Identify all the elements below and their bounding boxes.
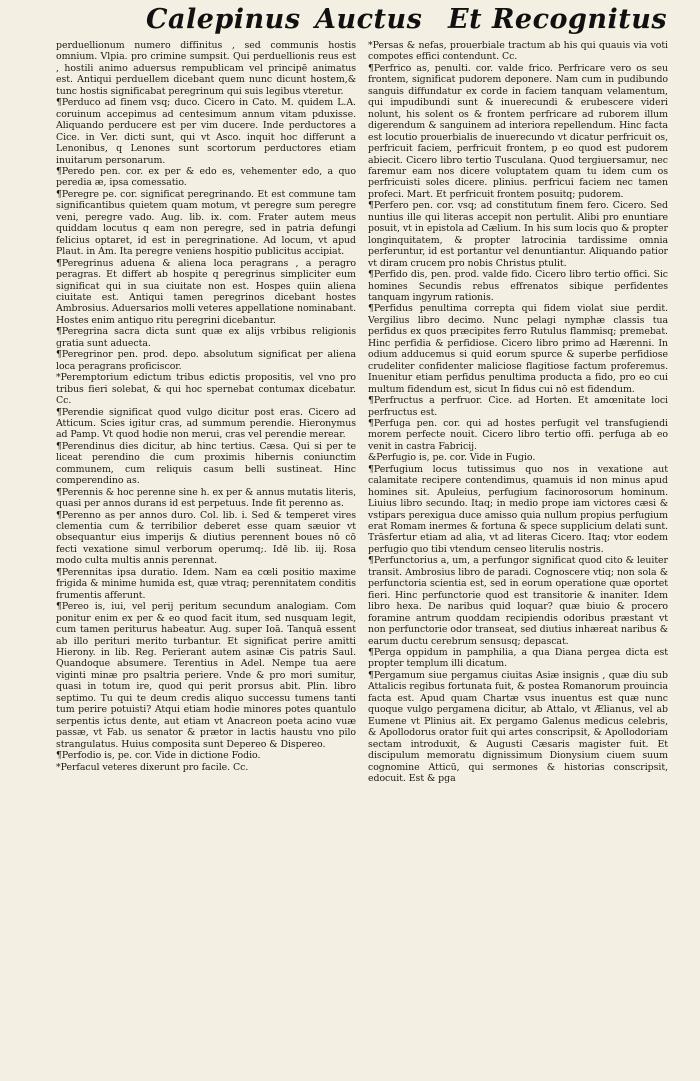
entry: ¶Perga oppidum in pamphilia, a qua Diana pergea dicta est propter templum illi dicatum.	[368, 647, 668, 670]
entry: ¶Perendinus dies dicitur, ab hinc tertius. Cæsa. Qui si per te liceat perendino die cum proximis hibernis coniunctim communem, cum reliquis casum belli sustineat. Hinc comperendino as.	[56, 440, 356, 487]
entry: ¶Perfidus penultima correpta qui fidem violat siue perdit. Vergilius libro decimo. Nunc pelagi nymphæ classis tua perfidus ex quos præcipites ferro Rutulus flammisq; premebat. Hinc perfidia & perfidiose. Cicero libro primo ad Hærenni. In odium adducemus si quid eorum spurce & superbe perfidiose crudeliter confidenter maliciose flagitiose factum proferemus. Inuenitur etiam perfidus penultima producta a fido, pro eo cui multum fidendum est, sicut In fidus cui nō est fidendum.	[368, 303, 668, 395]
right-column	[368, 40, 668, 784]
entry: ¶Perfuga pen. cor. qui ad hostes perfugit vel transfugiendi morem perfecte nouit. Cicero libro tertio offi. perfuga ab eo venit in castra Fabricij.	[368, 417, 668, 452]
entry: ¶Perennitas ipsa duratio. Idem. Nam ea cœli positio maxime frigida & minime humida est, quæ vtraq; perennitatem conditis frumentis afferunt.	[56, 566, 356, 601]
entry: ¶Peregrina sacra dicta sunt quæ ex alijs vrbibus religionis gratia sunt aduecta.	[56, 326, 356, 349]
entry: ¶Peregrinus aduena & aliena loca peragrans , a peragro peragras. Et differt ab hospite q peregrinus simpliciter eum significat qui in sua ciuitate non est. Hospes quiin aliena ciuitate est. Antiqui tamen peregrinos dicebant hostes Ambrosius. Aduersarios molli veteres appellatione nominabant. Hostes enim antiquo ritu peregrini dicebantur.	[56, 257, 356, 326]
running-head-center: Auctus	[315, 4, 423, 35]
entry: *Peremptorium edictum tribus edictis propositis, vel vno pro tribus fieri solebat, & qui hoc spernebat contumax dicebatur. Cc.	[56, 372, 356, 407]
entry: ¶Peredo pen. cor. ex per & edo es, vehementer edo, a quo peredia æ, ipsa comessatio.	[56, 165, 356, 189]
entry: &Perfugio is, pe. cor. Vide in Fugio.	[368, 452, 536, 464]
entry: ¶Peregre pe. cor. significat peregrinando. Et est commune tam significantibus quietem quam motum, vt peregre sum peregre veni, peregre vado. Aug. lib. ix. com. Frater autem meus quiddam locutus q eam non peregre, sed in patria defungi felicius optaret, id est in peregrinatione. Ad locum, vt apud Plaut. in Am. Ita peregre veniens hospitio publicitus accipiat.	[56, 188, 356, 258]
entry: ¶Pereo is, iui, vel perij peritum secundum analogiam. Com ponitur enim ex per & eo quod facit itum, sed nusquam legit, cum tamen periturus habeatur. Aug. super Ioā. Tanquā essent ab illo perituri merito turbantur. Et significat perire amitti Hierony. in lib. Reg. Perierant autem asinæ Cis patris Saul. Quandoque absumere. Terentius in Adel. Nempe tua aere viginti minæ pro psaltria periere. Vnde & pro mori sumitur, quasi in totum ire, quod qui perit prorsus abit. Plin. libro septimo. Tu qui te deum credis aliquo successu tumens tanti tum perire potuisti? Atqui etiam hodie minores potes quantulo serpentis ictus dente, aut etiam vt Anacreon poeta acino vuæ passæ, vt Fab. us senator & prætor in lactis haustu vno pilo strangulatus. Huius composita sunt Depereo & Dispereo.	[56, 601, 356, 750]
entry: ¶Pergamum siue pergamus ciuitas Asiæ insignis , quæ diu sub Attalicis regibus fortunata fuit, & postea Romanorum prouincia facta est. Apud quam Chartæ vsus inuentus est quæ nunc quoque vulgo pergamena dicitur, ab Attalo, vt Ælianus, vel ab Eumene vt Plinius ait. Ex pergamo Galenus medicus celebris, & Apollodorus orator fuit qui artes conscripsit, & Apollodoriam sectam introduxit, & Augusti Cæsaris magister fuit. Et discipulum memoratu dignissimum Dionysium ciuem suum cognomine Atticū, qui sermones & historias conscripsit, edocuit. Est & pga	[368, 669, 668, 784]
entry: ¶Perfrico as, penulti. cor. valde frico. Perfricare vero os seu frontem, significat pudorem deponere. Nam cum in pudibundo sanguis diffundatur ex corde in faciem tanquam velamentum, qui impudibundi sunt & inuerecundi & erubescere videri nolunt, his solent os & frontem perfricare ad ruborem illum digerendum & sanguinem ad interiora repellendum. Hinc facta est locutio prouerbialis de inuerecundo vt dicatur perfricuit os, perfricuit faciem, perfricuit frontem, p eo quod est pudorem abiecit. Cicero libro tertio Tusculana. Quod tergiuersamur, nec faremur eam nos dicere voluptatem quam tu idem cum os perfricuisti soles dicere. plinius. perfricui faciem nec tamen profeci. Mart. Et perfricuit frontem posuitq; pudorem.	[368, 62, 668, 200]
entry: ¶Perennis & hoc perenne sine h. ex per & annus mutatis literis, quasi per annos durans id est perpetuus. Inde fit perenno as.	[56, 486, 357, 510]
entry: ¶Perenno as per annos duro. Col. lib. i. Sed & temperet vires clementia cum & terribilior deberet esse quam sæuior vt obsequantur eius imperijs & diutius perennent boues nō cō fecti vexatione simul verborum operumq;. Idē lib. iij. Rosa modo culta multis annis perennat.	[56, 509, 356, 567]
entry: ¶Perendie significat quod vulgo dicitur post eras. Cicero ad Atticum. Scies igitur cras, ad summum perendie. Hieronymus ad Pamp. Vt quod hodie non merui, cras vel perendie merear.	[56, 406, 356, 441]
running-head	[0, 4, 700, 44]
left-column	[56, 40, 356, 773]
running-head-left: Calepinus	[146, 4, 301, 35]
entry: *Persas & nefas, prouerbiale tractum ab his qui quauis via voti compotes effici contendunt. Cc.	[368, 40, 668, 63]
entry: ¶Perfugium locus tutissimus quo nos in vexatione aut calamitate recipere contendimus, quamuis id non minus apud homines sit. Apuleius, perfugium facinorosorum hominum. Liuius libro secundo. Itaq; in medio prope iam victores cæsi & vstipars perexigua duce amisso quia nullum propius perfugium erat Romam inermes & fortuna & spece supplicium delati sunt. Trāsfertur etiam ad alia, vt ad literas Cicero. Itaq; vtor eodem perfugio quo tibi vtendum censeo literulis nostris.	[368, 463, 668, 555]
entry: *Perfacul veteres dixerunt pro facile. Cc.	[56, 761, 249, 773]
entry: ¶Perfido dis, pen. prod. valde fido. Cicero libro tertio offici. Sic homines Secundis rebus effrenatos sibique perfidentes tanquam ingyrum rationis.	[368, 269, 668, 303]
entry: ¶Perfero pen. cor. vsq; ad constitutum finem fero. Cicero. Sed nuntius ille qui literas accepit non pertulit. Alibi pro enuntiare posuit, vt in epistola ad Cælium. In his sum locis quo & propter longinquitatem, & propter latrocinia tardissime omnia perferuntur, id est portantur vel denuntiantur. Aliquando patior vt diram crucem pro nobis Christus ptulit.	[368, 200, 668, 269]
entry: ¶Perfunctorius a, um, a perfungor significat quod cito & leuiter transit. Ambrosius libro de paradi. Cognoscere vtiq; non sola & perfunctoria scientia est, sed in eorum operatione quæ oportet fieri. Hinc perfunctorie quod est transitorie & inaniter. Idem libro hexa. De naribus quid loquar? quæ biuio & procero foramine antrum quoddam recipiendis odoribus præstant vt non perfunctorie odor transeat, sed diutius inhæreat naribus & earum ductu cerebrum sensusq; depascat.	[368, 555, 668, 647]
entry: perduellionum numero diffinitus , sed communis hostis omnium. Vlpia. pro crimine sumpsit. Qui perduellionis reus est , hostili animo aduersus rempublicam vel principē animatus est. Antiqui perduellem dicebant quem nunc dicunt hostem,& tunc hostis significabat peregrinum qui suis legibus vteretur.	[56, 40, 356, 97]
entry: ¶Peregrinor pen. prod. depo. absolutum significat per aliena loca peragrans proficiscor.	[56, 349, 356, 372]
entry: ¶Perfodio is, pe. cor. Vide in dictione Fodio.	[56, 750, 261, 762]
entry: ¶Perduco ad finem vsq; duco. Cicero in Cato. M. quidem L.A. coruinum accepimus ad centesimum annum vitam pduxisse. Aliquando perducere est per vim ducere. Inde perductores a Cice. in Ver. dicti sunt, qui vt Asco. inquit hoc differunt a Lenonibus, q Lenones sunt scortorum perductores etiam inuitarum personarum.	[56, 97, 356, 166]
running-head-right: Et Recognitus	[448, 4, 668, 35]
entry: ¶Perfructus a perfruor. Cice. ad Horten. Et amœnitate loci perfructus est.	[368, 395, 668, 418]
